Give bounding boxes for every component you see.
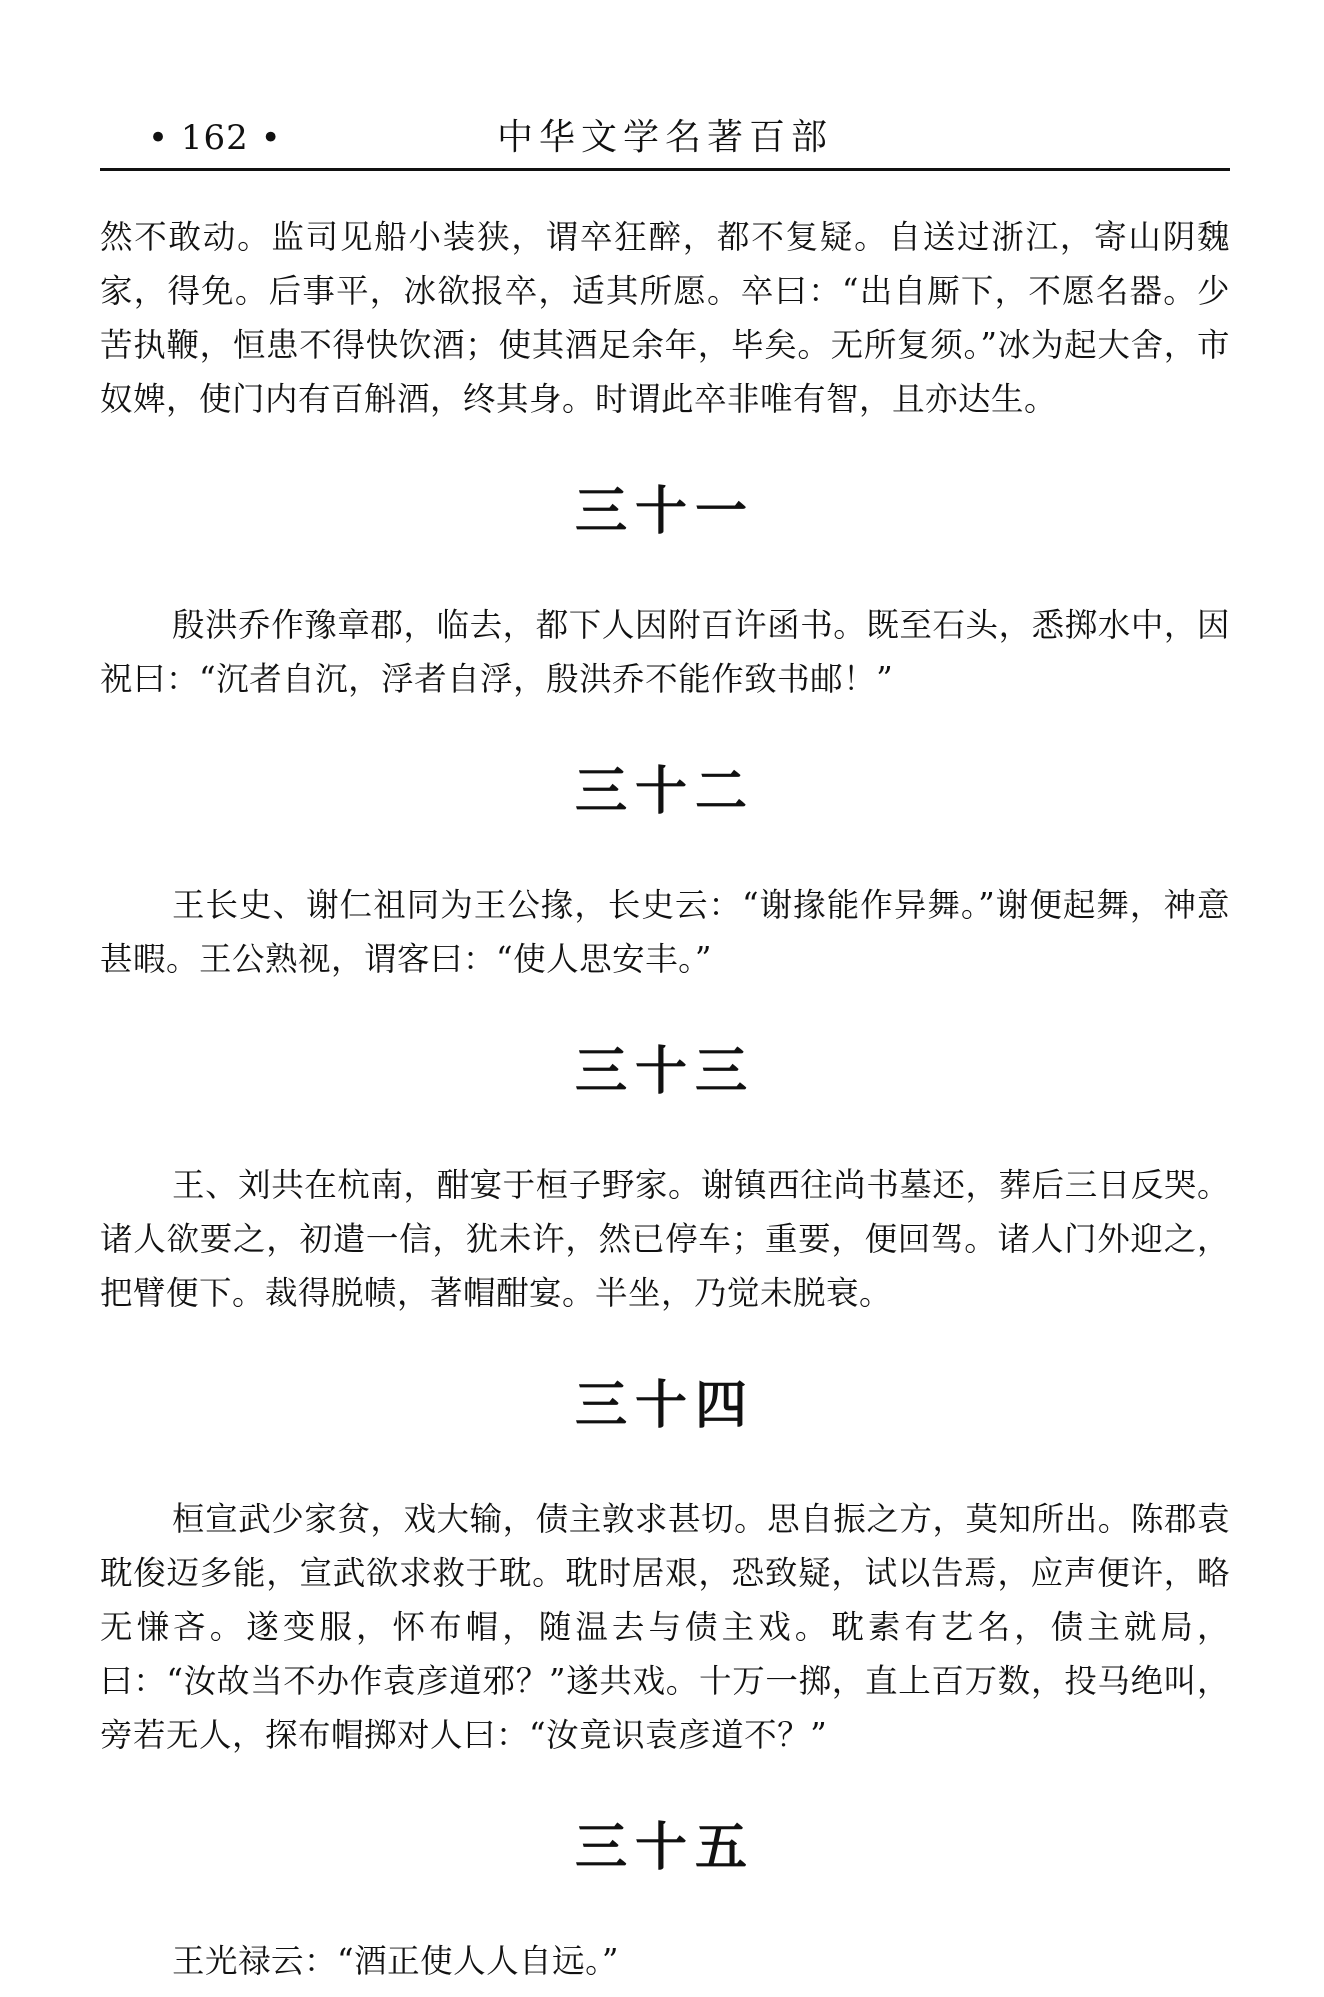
section-paragraph-33: 王、刘共在杭南，酣宴于桓子野家。谢镇西往尚书墓还，葬后三日反哭。诸人欲要之，初遣一信，犹未许，然已停车；重要，便回驾。诸人门外迎之，把臂便下。裁得脱帻，著帽酣宴。半坐，乃觉未脱衰。 bbox=[100, 1166, 1230, 1312]
book-title: 中华文学名著百部 bbox=[496, 117, 833, 158]
section-paragraph-35: 王光禄云：“酒正使人人自远。” bbox=[172, 1942, 619, 1980]
page-number: • 162 • bbox=[148, 118, 282, 158]
section-paragraph-31: 殷洪乔作豫章郡，临去，都下人因附百许函书。既至石头，悉掷水中，因祝曰：“沉者自沉，浮者自浮，殷洪乔不能作致书邮！” bbox=[100, 606, 1230, 698]
section-heading-32: 三十二 bbox=[574, 762, 755, 822]
section-heading-33: 三十三 bbox=[574, 1042, 755, 1102]
page-header bbox=[100, 108, 1230, 171]
section-paragraph-34: 桓宣武少家贫，戏大输，债主敦求甚切。思自振之方，莫知所出。陈郡袁耽俊迈多能，宣武欲求救于耽。耽时居艰，恐致疑，试以告焉，应声便许，略无慊吝。遂变服，怀布帽，随温去与债主戏。耽素有艺名，债主就局，曰：“汝故当不办作袁彦道邪？”遂共戏。十万一掷，直上百万数，投马绝叫，旁若无人，探布帽掷对人曰：“汝竟识袁彦道不？” bbox=[100, 1500, 1230, 1754]
section-heading-31: 三十一 bbox=[574, 482, 755, 542]
section-heading-34: 三十四 bbox=[574, 1376, 755, 1436]
continuation-paragraph: 然不敢动。监司见船小装狭，谓卒狂醉，都不复疑。自送过浙江，寄山阴魏家，得免。后事平，冰欲报卒，适其所愿。卒曰：“出自厮下，不愿名器。少苦执鞭，恒患不得快饮酒；使其酒足余年，毕矣。无所复须。”冰为起大舍，市奴婢，使门内有百斛酒，终其身。时谓此卒非唯有智，且亦达生。 bbox=[100, 218, 1230, 418]
section-heading-35: 三十五 bbox=[574, 1818, 755, 1878]
section-paragraph-32: 王长史、谢仁祖同为王公掾，长史云：“谢掾能作异舞。”谢便起舞，神意甚暇。王公熟视，谓客曰：“使人思安丰。” bbox=[100, 886, 1230, 978]
page-body bbox=[100, 210, 1230, 1988]
